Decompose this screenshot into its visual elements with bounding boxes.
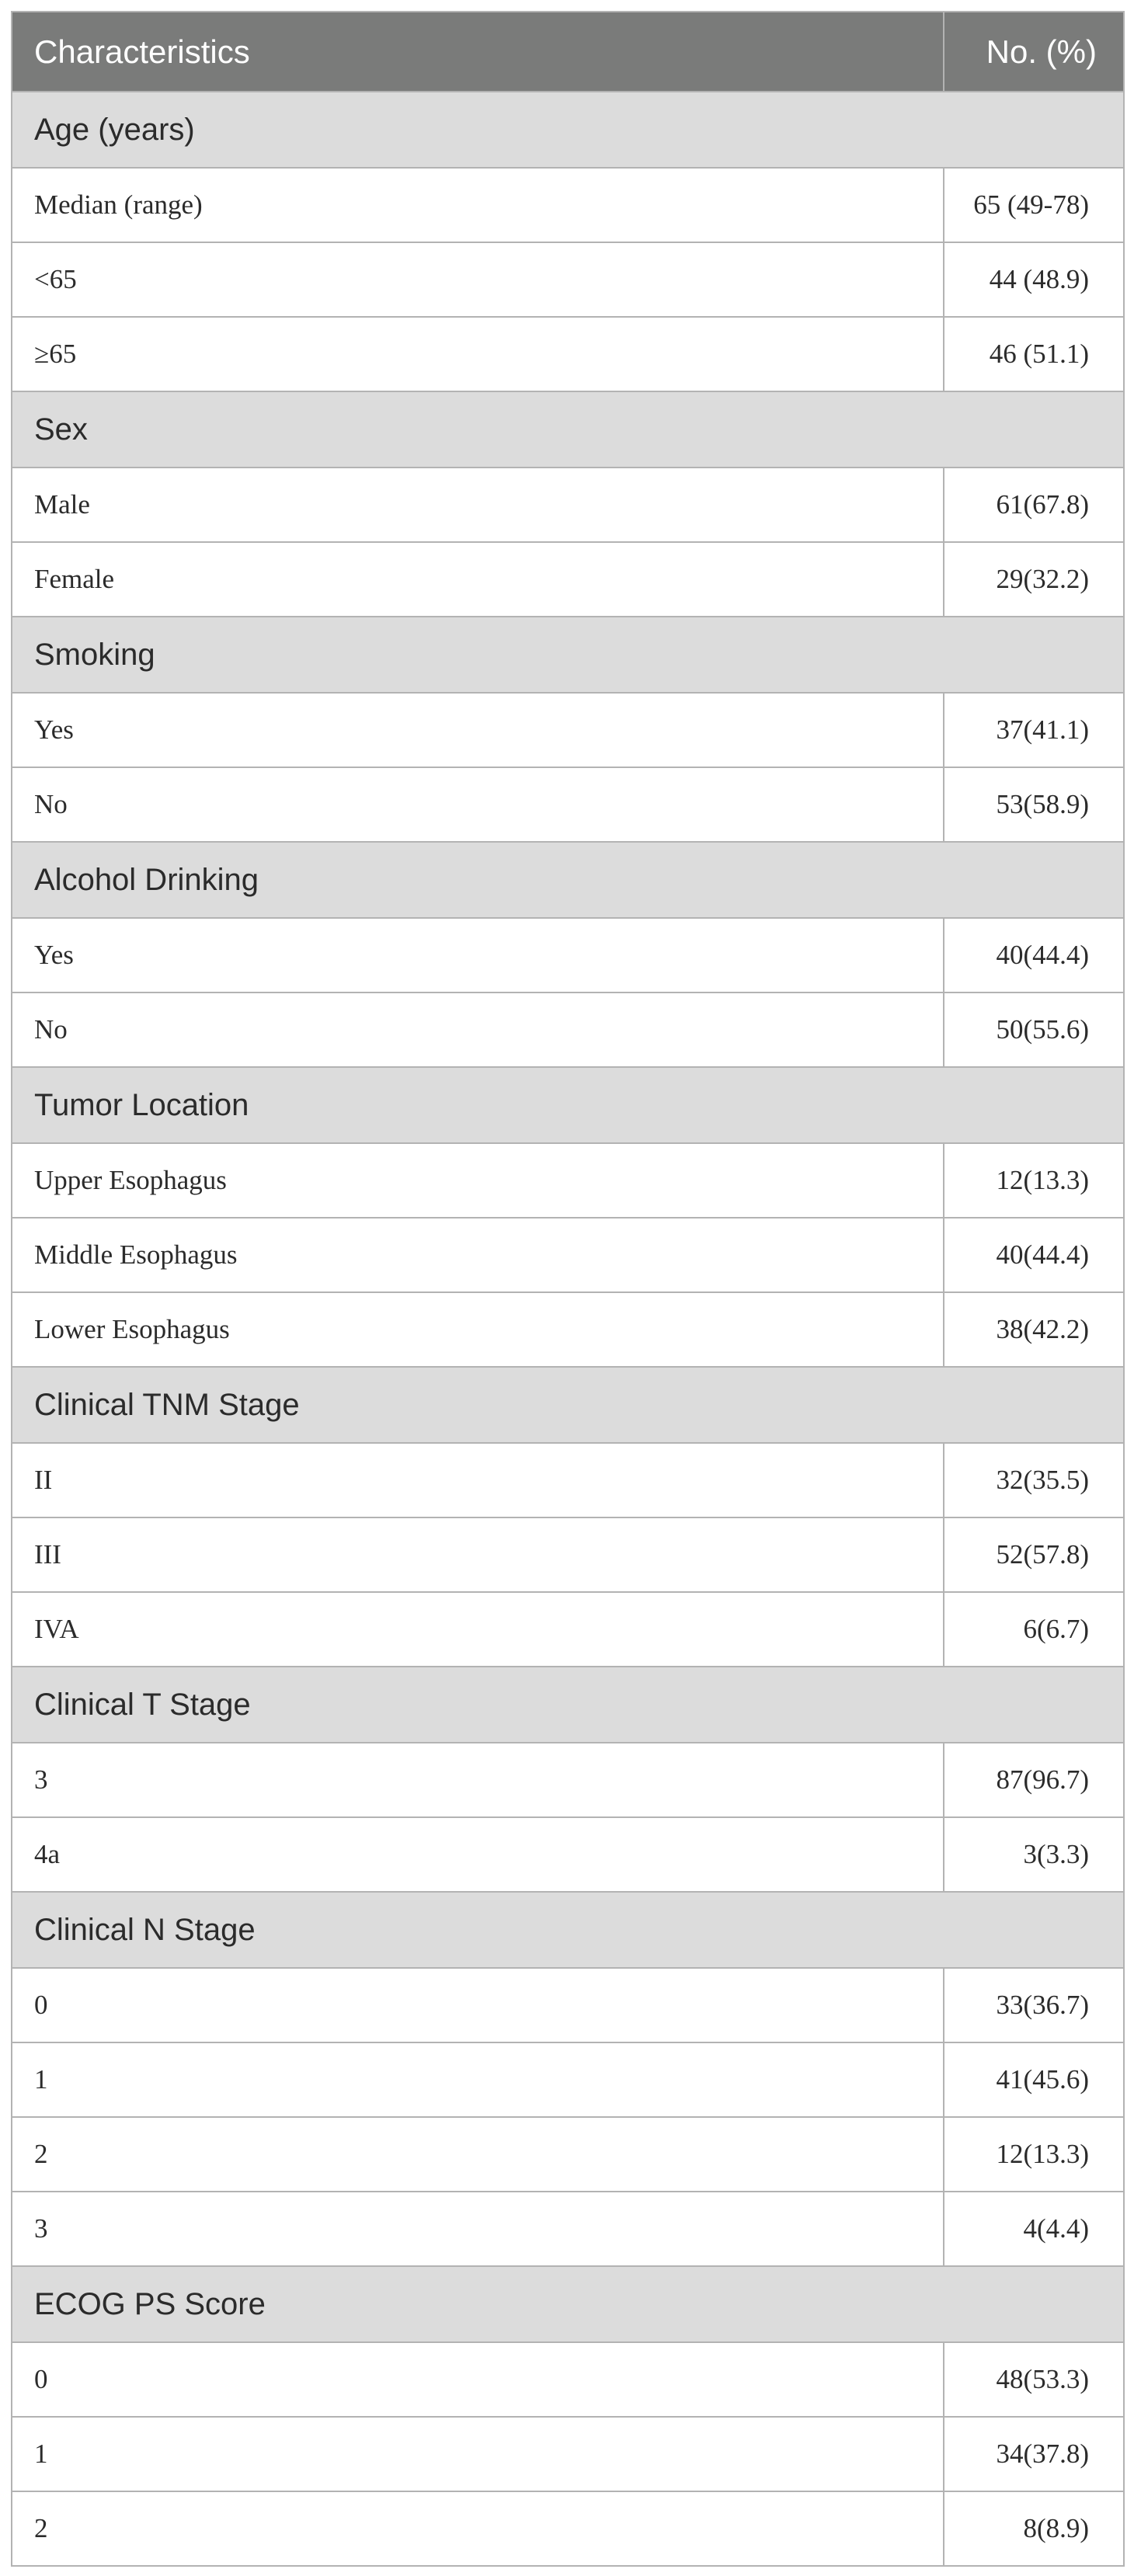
row-label: 3: [12, 2192, 944, 2266]
section-row: [12, 842, 1124, 918]
table-row: [12, 993, 1124, 1067]
section-label: ECOG PS Score: [12, 2266, 1124, 2342]
row-value: 50(55.6): [944, 993, 1124, 1067]
row-label: 4a: [12, 1817, 944, 1892]
row-value: 41(45.6): [944, 2042, 1124, 2117]
row-value: 65 (49-78): [944, 168, 1124, 242]
row-label: ≥65: [12, 317, 944, 391]
row-label: IVA: [12, 1592, 944, 1667]
row-value: 8(8.9): [944, 2491, 1124, 2566]
row-value: 37(41.1): [944, 693, 1124, 767]
section-row: [12, 617, 1124, 693]
row-value: 6(6.7): [944, 1592, 1124, 1667]
table-body: [12, 92, 1124, 2566]
table-row: [12, 1817, 1124, 1892]
section-row: [12, 1892, 1124, 1968]
table-row: [12, 542, 1124, 617]
section-label: Clinical T Stage: [12, 1667, 1124, 1743]
table-row: [12, 1968, 1124, 2042]
table-row: [12, 1143, 1124, 1218]
row-label: Male: [12, 468, 944, 542]
row-label: Yes: [12, 918, 944, 993]
section-label: Alcohol Drinking: [12, 842, 1124, 918]
section-row: [12, 1367, 1124, 1443]
table-row: [12, 2192, 1124, 2266]
row-label: Yes: [12, 693, 944, 767]
header-row: [12, 12, 1124, 92]
row-value: 3(3.3): [944, 1817, 1124, 1892]
row-value: 40(44.4): [944, 918, 1124, 993]
row-label: 1: [12, 2042, 944, 2117]
section-label: Clinical TNM Stage: [12, 1367, 1124, 1443]
row-value: 53(58.9): [944, 767, 1124, 842]
section-row: [12, 1067, 1124, 1143]
table-row: [12, 1517, 1124, 1592]
characteristics-table: [11, 11, 1125, 2567]
row-value: 46 (51.1): [944, 317, 1124, 391]
table-row: [12, 1292, 1124, 1367]
table-row: [12, 1218, 1124, 1292]
row-value: 32(35.5): [944, 1443, 1124, 1517]
table-row: [12, 2417, 1124, 2491]
section-label: Clinical N Stage: [12, 1892, 1124, 1968]
row-value: 40(44.4): [944, 1218, 1124, 1292]
row-value: 87(96.7): [944, 1743, 1124, 1817]
section-row: [12, 2266, 1124, 2342]
row-value: 4(4.4): [944, 2192, 1124, 2266]
table-row: [12, 2342, 1124, 2417]
row-label: Female: [12, 542, 944, 617]
row-value: 34(37.8): [944, 2417, 1124, 2491]
row-value: 33(36.7): [944, 1968, 1124, 2042]
table-row: [12, 918, 1124, 993]
table-row: [12, 767, 1124, 842]
header-count-percent: No. (%): [944, 12, 1124, 92]
table-row: [12, 168, 1124, 242]
row-value: 29(32.2): [944, 542, 1124, 617]
table-row: [12, 1743, 1124, 1817]
row-value: 12(13.3): [944, 1143, 1124, 1218]
row-label: 2: [12, 2491, 944, 2566]
row-label: No: [12, 993, 944, 1067]
table-row: [12, 317, 1124, 391]
row-label: Upper Esophagus: [12, 1143, 944, 1218]
table-row: [12, 693, 1124, 767]
row-label: 0: [12, 2342, 944, 2417]
section-label: Tumor Location: [12, 1067, 1124, 1143]
table-row: [12, 242, 1124, 317]
section-row: [12, 1667, 1124, 1743]
row-label: No: [12, 767, 944, 842]
row-label: 3: [12, 1743, 944, 1817]
section-row: [12, 92, 1124, 168]
table-row: [12, 468, 1124, 542]
table-row: [12, 1443, 1124, 1517]
row-label: 1: [12, 2417, 944, 2491]
row-label: 0: [12, 1968, 944, 2042]
row-label: II: [12, 1443, 944, 1517]
row-label: <65: [12, 242, 944, 317]
section-label: Smoking: [12, 617, 1124, 693]
row-value: 52(57.8): [944, 1517, 1124, 1592]
header-characteristics: Characteristics: [12, 12, 944, 92]
table-row: [12, 2042, 1124, 2117]
row-label: III: [12, 1517, 944, 1592]
row-value: 48(53.3): [944, 2342, 1124, 2417]
table-row: [12, 2491, 1124, 2566]
row-label: 2: [12, 2117, 944, 2192]
table-header: [12, 12, 1124, 92]
characteristics-table-container: [11, 11, 1123, 2567]
table-row: [12, 1592, 1124, 1667]
table-row: [12, 2117, 1124, 2192]
row-value: 44 (48.9): [944, 242, 1124, 317]
section-label: Sex: [12, 391, 1124, 468]
row-label: Middle Esophagus: [12, 1218, 944, 1292]
section-label: Age (years): [12, 92, 1124, 168]
row-label: Lower Esophagus: [12, 1292, 944, 1367]
row-value: 38(42.2): [944, 1292, 1124, 1367]
row-value: 12(13.3): [944, 2117, 1124, 2192]
row-label: Median (range): [12, 168, 944, 242]
row-value: 61(67.8): [944, 468, 1124, 542]
section-row: [12, 391, 1124, 468]
